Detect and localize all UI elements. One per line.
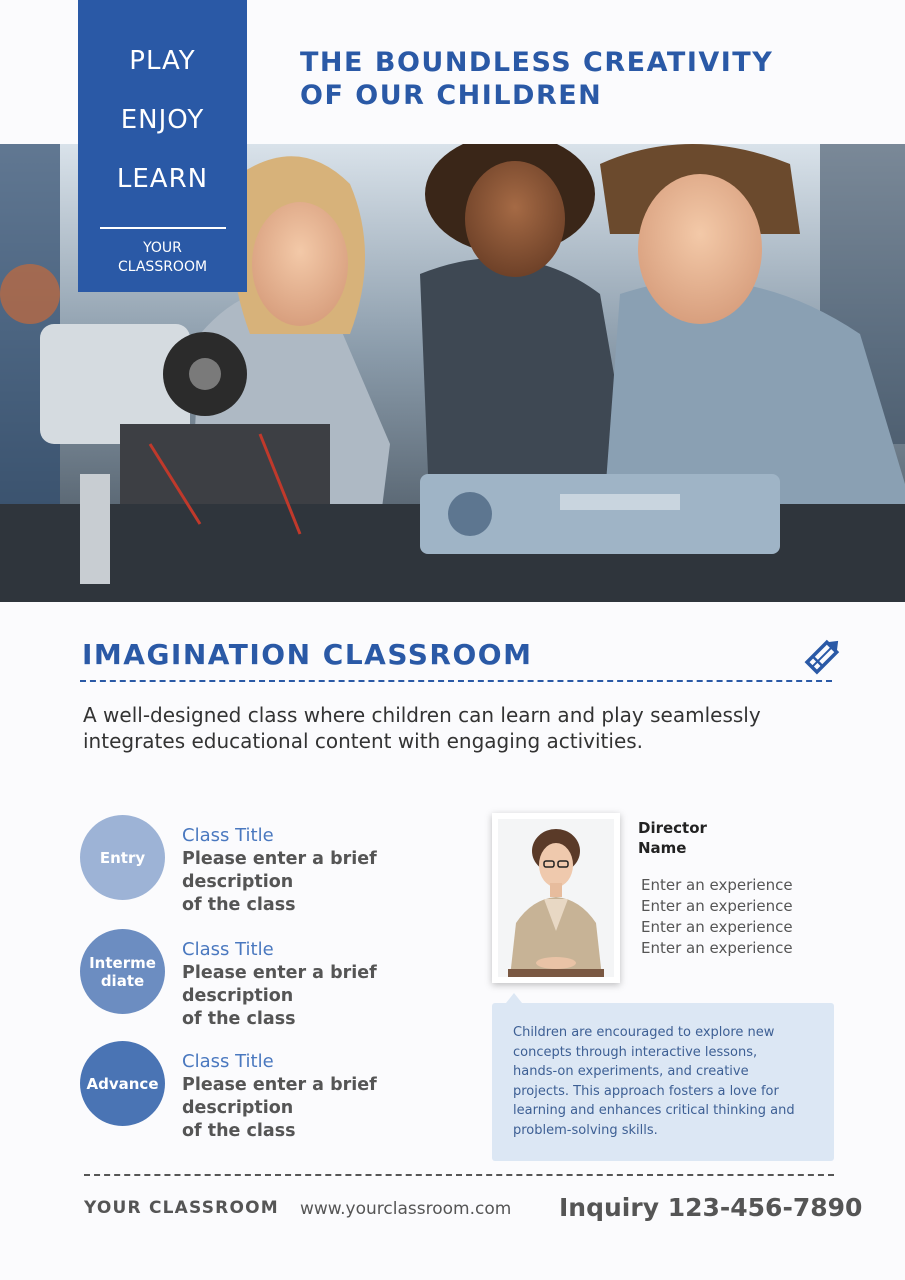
experience-item: Enter an experience — [641, 939, 793, 957]
director-name: Director Name — [638, 819, 707, 857]
experience-item: Enter an experience — [641, 876, 793, 894]
level-title: Class Title — [182, 1051, 274, 1072]
director-photo — [492, 813, 620, 983]
director-experience-list — [641, 875, 793, 959]
tag-divider — [100, 227, 226, 229]
director-portrait-illustration — [492, 813, 620, 983]
level-badge-entry: Entry — [80, 815, 165, 900]
level-title: Class Title — [182, 825, 274, 846]
level-description: Please enter a brief description of the class — [182, 1075, 377, 1141]
footer-divider — [84, 1174, 834, 1176]
tag-word-enjoy: ENJOY — [120, 105, 205, 135]
level-intermediate — [80, 929, 480, 1029]
director-quote-box: Children are encouraged to explore new concepts through interactive lessons, hands-on experiments, and creative projects. This approach fosters a love for learning and enhances critical thinking and problem-solving skills. — [492, 1003, 834, 1161]
tag-subtitle: YOUR CLASSROOM — [117, 240, 208, 275]
level-title: Class Title — [182, 939, 274, 960]
page-headline: THE BOUNDLESS CREATIVITY OF OUR CHILDREN — [300, 47, 774, 111]
level-advance — [80, 1041, 480, 1141]
section-intro: A well-designed class where children can learn and play seamlessly integrates educational content with engaging activities. — [83, 703, 761, 753]
section-divider — [80, 680, 832, 682]
pencil-icon — [803, 634, 845, 676]
tag-word-play: PLAY — [129, 46, 196, 76]
tag-word-learn: LEARN — [116, 164, 209, 194]
level-description: Please enter a brief description of the class — [182, 963, 377, 1029]
section-title: IMAGINATION CLASSROOM — [82, 638, 533, 671]
level-description: Please enter a brief description of the class — [182, 849, 377, 915]
tag-panel — [78, 0, 247, 292]
level-entry — [80, 815, 480, 915]
experience-item: Enter an experience — [641, 897, 793, 915]
level-badge-intermediate: Interme diate — [80, 929, 165, 1014]
experience-item: Enter an experience — [641, 918, 793, 936]
footer-website-link[interactable]: www.yourclassroom.com — [300, 1199, 512, 1219]
level-badge-advance: Advance — [80, 1041, 165, 1126]
footer-brand: YOUR CLASSROOM — [84, 1198, 279, 1218]
footer-inquiry-phone: Inquiry 123-456-7890 — [559, 1193, 863, 1222]
